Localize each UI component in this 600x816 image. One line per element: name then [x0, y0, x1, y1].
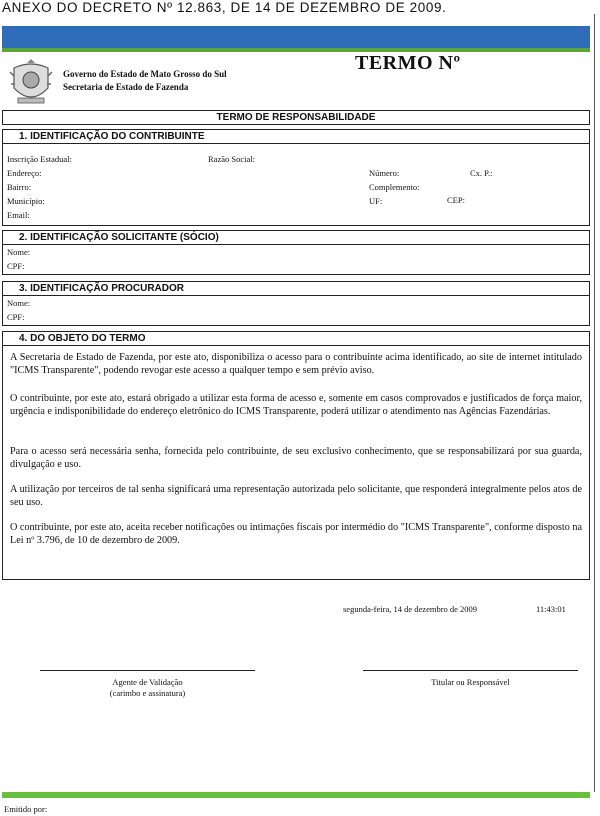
document-top-title: ANEXO DO DECRETO Nº 12.863, DE 14 DE DEZEMBRO DE 2009. [2, 0, 447, 15]
objeto-paragraph-5: O contribuinte, por este ato, aceita receber notificações ou intimações fiscais por intermédio do "ICMS Transparente", conforme disposto na Lei nº 3.796, de 10 de dezembro de 2009. [10, 522, 582, 546]
label-numero: Número: [369, 168, 400, 178]
agente-signature-line [40, 670, 255, 671]
section-1-header: 1. IDENTIFICAÇÃO DO CONTRIBUINTE [2, 129, 590, 144]
label-inscricao-estadual: Inscrição Estadual: [7, 154, 72, 164]
titular-signature-line [363, 670, 578, 671]
objeto-paragraph-4: A utilização por terceiros de tal senha significará uma representação autorizada pelo solicitante, que responderá integralmente pelos atos de seu uso. [10, 484, 582, 508]
emitido-por-label: Emitido por: [4, 804, 48, 814]
objeto-paragraph-3: Para o acesso será necessária senha, fornecida pelo contribuinte, de seu exclusivo conhecimento, que se responsabilizará por sua guarda, divulgação e uso. [10, 446, 582, 470]
secretariat-name: Secretaria de Estado de Fazenda [63, 82, 189, 92]
state-coat-of-arms-icon [8, 58, 54, 108]
label-endereco: Endereço: [7, 168, 42, 178]
label-cx-p: Cx. P.: [470, 168, 493, 178]
objeto-paragraph-1: A Secretaria de Estado de Fazenda, por este ato, disponibiliza o acesso para o contribuinte acima identificado, ao site de internet intitulado "ICMS Transparente", podendo revogar este acesso a qualquer tempo e sem prévio aviso. [10, 352, 582, 376]
label-nome-solicitante: Nome: [7, 247, 31, 257]
section-2-header: 2. IDENTIFICAÇÃO SOLICITANTE (SÓCIO) [2, 230, 590, 245]
section-1-box [2, 144, 590, 226]
label-cep: CEP: [447, 195, 465, 205]
label-cpf-solicitante: CPF: [7, 261, 25, 271]
label-complemento: Complemento: [369, 182, 420, 192]
header-blue-bar [2, 26, 590, 48]
label-municipio: Município: [7, 196, 45, 206]
termo-number-heading: TERMO Nº [355, 52, 461, 74]
section-3-box [2, 296, 590, 326]
label-email: Email: [7, 210, 30, 220]
agente-label: Agente de Validação [112, 677, 183, 687]
label-razao-social: Razão Social: [208, 154, 255, 164]
titular-label: Titular ou Responsável [431, 677, 510, 687]
section-2-box [2, 245, 590, 275]
label-bairro: Bairro: [7, 182, 32, 192]
footer-green-bar [2, 792, 590, 798]
government-name: Governo do Estado de Mato Grosso do Sul [63, 69, 227, 79]
label-nome-procurador: Nome: [7, 298, 31, 308]
label-cpf-procurador: CPF: [7, 312, 25, 322]
section-3-header: 3. IDENTIFICAÇÃO PROCURADOR [2, 281, 590, 296]
page-right-border [594, 14, 595, 792]
section-4-header: 4. DO OBJETO DO TERMO [2, 331, 590, 346]
issue-time: 11:43:01 [536, 604, 566, 614]
label-uf: UF: [369, 196, 383, 206]
header-green-stripe [2, 48, 590, 52]
issue-date: segunda-feira, 14 de dezembro de 2009 [343, 604, 478, 614]
objeto-paragraph-2: O contribuinte, por este ato, estará obrigado a utilizar esta forma de acesso e, somente em casos comprovados e justificados de força maior, urgência e indisponibilidade do endereço eletrônico do ICMS Transparente, poderá utilizar o atendimento nas Agências Fazendárias. [10, 393, 582, 417]
termo-title-header: TERMO DE RESPONSABILIDADE [2, 110, 590, 125]
agente-sublabel: (carimbo e assinatura) [109, 688, 186, 698]
